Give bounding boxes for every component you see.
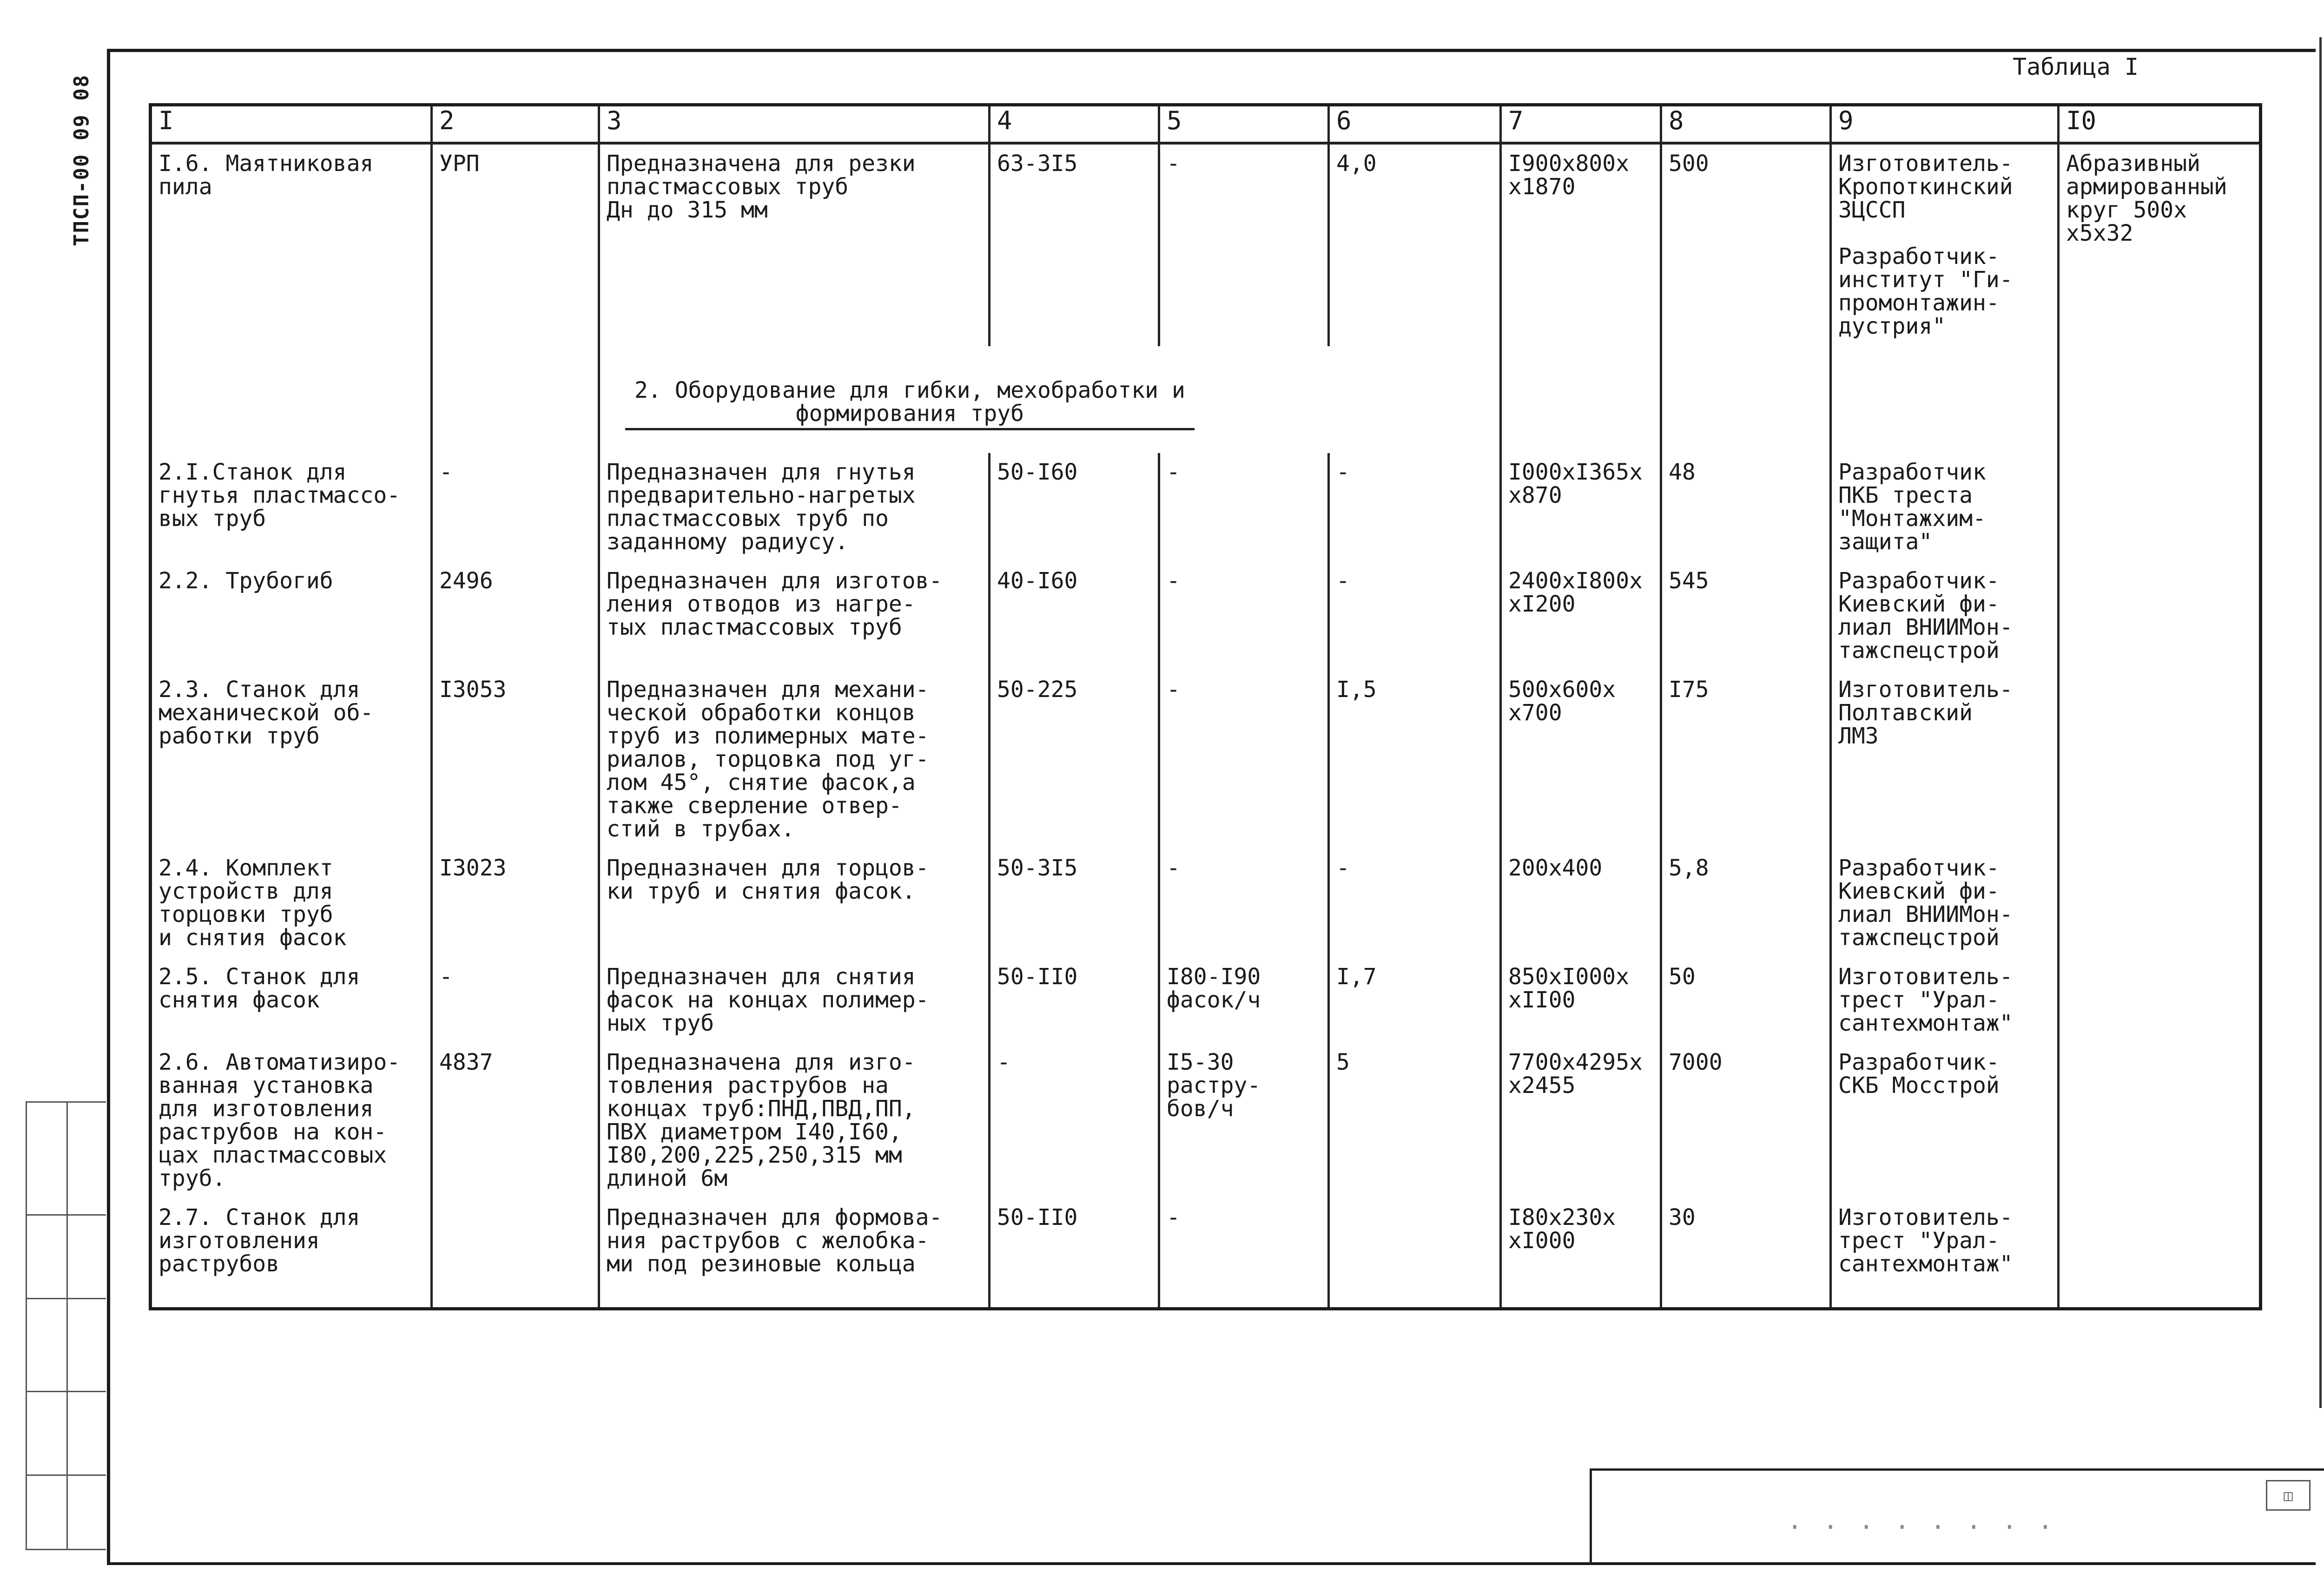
cell-code: УРП <box>432 143 599 346</box>
table-row <box>151 958 2261 1043</box>
cell-purpose: Предназначен для механи- ческой обработки концов труб из полимерных мате- риалов, торцовка под уг- лом 45°, снятие фасок,а также сверление отвер- стий в трубах. <box>599 671 990 849</box>
table-body-part2 <box>151 453 2261 1309</box>
side-strip-cell <box>27 1298 106 1299</box>
cell-code: I3053 <box>432 671 599 849</box>
cell-capacity: - <box>1159 849 1329 958</box>
cell-mass: 500 <box>1661 143 1831 346</box>
table-caption: Таблица I <box>2013 53 2139 80</box>
cell-capacity: - <box>1159 453 1329 562</box>
cell-maker: Разработчик- Киевский фи- лиал ВНИИМон- тажспецстрой <box>1831 562 2059 671</box>
cell-capacity: - <box>1159 143 1329 346</box>
cell-dimensions: I900x800x x1870 <box>1501 143 1661 346</box>
table-body-part1 <box>151 143 2261 346</box>
cell-dimensions: 2400xI800x xI200 <box>1501 562 1661 671</box>
cell-range: 50-I60 <box>990 453 1159 562</box>
cell-power: - <box>1329 849 1501 958</box>
cell-maker: Изготовитель- трест "Урал- сантехмонтаж" <box>1831 1198 2059 1309</box>
cell-purpose: Предназначен для снятия фасок на концах полимер- ных труб <box>599 958 990 1043</box>
cell-range: 50-II0 <box>990 958 1159 1043</box>
cell-code <box>432 1198 599 1309</box>
cell-name: 2.2. Трубогиб <box>151 562 432 671</box>
table-row <box>151 671 2261 849</box>
cell-code: 4837 <box>432 1043 599 1198</box>
cell-purpose: Предназначен для изготов- ления отводов из нагре- тых пластмассовых труб <box>599 562 990 671</box>
cell-maker: Изготовитель- трест "Урал- сантехмонтаж" <box>1831 958 2059 1043</box>
section-body <box>151 346 2261 453</box>
cell-dimensions: 500x600x x700 <box>1501 671 1661 849</box>
cell-range: 40-I60 <box>990 562 1159 671</box>
stamp-faded-number: · · · · · · · · <box>1787 1513 2056 1542</box>
section-heading-cell <box>599 346 1501 453</box>
cell-note <box>2059 562 2261 671</box>
section-empty-cell <box>2059 346 2261 453</box>
cell-note <box>2059 1198 2261 1309</box>
cell-code: I3023 <box>432 849 599 958</box>
col-header-7: 7 <box>1501 105 1661 144</box>
col-header-10: I0 <box>2059 105 2261 144</box>
cell-purpose: Предназначен для гнутья предварительно-нагретых пластмассовых труб по заданному радиусу. <box>599 453 990 562</box>
cell-range: 50-II0 <box>990 1198 1159 1309</box>
table-row <box>151 453 2261 562</box>
cell-name: I.6. Маятниковая пила <box>151 143 432 346</box>
cell-purpose: Предназначен для формова- ния раструбов с желобка- ми под резиновые кольца <box>599 1198 990 1309</box>
cell-note <box>2059 1043 2261 1198</box>
table-row <box>151 1043 2261 1198</box>
table-row <box>151 562 2261 671</box>
cell-purpose: Предназначена для резки пластмассовых труб Дн до 315 мм <box>599 143 990 346</box>
cell-mass: 50 <box>1661 958 1831 1043</box>
stamp-corner-mark: ◫ <box>2266 1480 2311 1511</box>
cell-note <box>2059 849 2261 958</box>
cell-purpose: Предназначен для торцов- ки труб и снятия фасок. <box>599 849 990 958</box>
cell-mass: 48 <box>1661 453 1831 562</box>
cell-name: 2.4. Комплект устройств для торцовки труб и снятия фасок <box>151 849 432 958</box>
cell-mass: I75 <box>1661 671 1831 849</box>
section-heading-row <box>151 346 2261 453</box>
cell-dimensions: I000xI365x x870 <box>1501 453 1661 562</box>
cell-code: - <box>432 958 599 1043</box>
cell-range: 63-3I5 <box>990 143 1159 346</box>
cell-name: 2.I.Станок для гнутья пластмассо- вых труб <box>151 453 432 562</box>
cell-note <box>2059 453 2261 562</box>
cell-power: I,5 <box>1329 671 1501 849</box>
cell-range: 50-3I5 <box>990 849 1159 958</box>
cell-mass: 30 <box>1661 1198 1831 1309</box>
cell-note <box>2059 671 2261 849</box>
side-strip-cell <box>27 1474 106 1476</box>
cell-dimensions: 7700x4295x x2455 <box>1501 1043 1661 1198</box>
sheet-frame-right-edge <box>2319 37 2322 1408</box>
cell-note <box>2059 958 2261 1043</box>
col-header-2: 2 <box>432 105 599 144</box>
cell-mass: 7000 <box>1661 1043 1831 1198</box>
side-stamp-strip <box>26 1101 106 1550</box>
cell-maker: Разработчик ПКБ треста "Монтажхим- защита" <box>1831 453 2059 562</box>
cell-power: 5 <box>1329 1043 1501 1198</box>
cell-note: Абразивный армированный круг 500x x5x32 <box>2059 143 2261 346</box>
cell-name: 2.6. Автоматизиро- ванная установка для изготовления раструбов на кон- цах пластмассовых труб. <box>151 1043 432 1198</box>
cell-range: 50-225 <box>990 671 1159 849</box>
cell-power: - <box>1329 453 1501 562</box>
cell-maker: Изготовитель- Полтавский ЛМЗ <box>1831 671 2059 849</box>
equipment-table <box>149 103 2262 1310</box>
cell-maker: Разработчик- СКБ Мосстрой <box>1831 1043 2059 1198</box>
side-strip-cell <box>27 1214 106 1216</box>
table-row <box>151 1198 2261 1309</box>
cell-name: 2.3. Станок для механической об- работки труб <box>151 671 432 849</box>
section-heading: 2. Оборудование для гибки, мехобработки и формирования труб <box>625 379 1195 430</box>
cell-capacity: - <box>1159 562 1329 671</box>
cell-capacity: I5-30 растру- бов/ч <box>1159 1043 1329 1198</box>
col-header-9: 9 <box>1831 105 2059 144</box>
cell-code: 2496 <box>432 562 599 671</box>
cell-purpose: Предназначена для изго- товления раструбов на концах труб:ПНД,ПВД,ПП, ПВХ диаметром I40,I60, I80,200,225,250,315 мм длиной 6м <box>599 1043 990 1198</box>
section-empty-cell <box>432 346 599 453</box>
cell-power: - <box>1329 562 1501 671</box>
cell-power: I,7 <box>1329 958 1501 1043</box>
table-row <box>151 849 2261 958</box>
section-empty-cell <box>1831 346 2059 453</box>
cell-name: 2.5. Станок для снятия фасок <box>151 958 432 1043</box>
cell-code: - <box>432 453 599 562</box>
cell-maker: Разработчик- Киевский фи- лиал ВНИИМон- тажспецстрой <box>1831 849 2059 958</box>
cell-capacity: I80-I90 фасок/ч <box>1159 958 1329 1043</box>
col-header-3: 3 <box>599 105 990 144</box>
cell-power: 4,0 <box>1329 143 1501 346</box>
cell-mass: 5,8 <box>1661 849 1831 958</box>
col-header-5: 5 <box>1159 105 1329 144</box>
col-header-4: 4 <box>990 105 1159 144</box>
cell-dimensions: I80x230x xI000 <box>1501 1198 1661 1309</box>
header-row <box>151 105 2261 144</box>
side-strip-cell <box>27 1391 106 1392</box>
cell-mass: 545 <box>1661 562 1831 671</box>
cell-dimensions: 850xI000x xII00 <box>1501 958 1661 1043</box>
cell-dimensions: 200x400 <box>1501 849 1661 958</box>
side-strip-divider <box>66 1103 68 1549</box>
title-block-stamp <box>1590 1468 2324 1564</box>
section-empty-cell <box>151 346 432 453</box>
cell-power <box>1329 1198 1501 1309</box>
cell-capacity: - <box>1159 671 1329 849</box>
document-code: ТПСП-00 09 08 <box>70 74 93 246</box>
col-header-8: 8 <box>1661 105 1831 144</box>
col-header-6: 6 <box>1329 105 1501 144</box>
cell-capacity: - <box>1159 1198 1329 1309</box>
cell-maker: Изготовитель- Кропоткинский ЗЦССП Разработчик- институт "Ги- промонтажин- дустрия" <box>1831 143 2059 346</box>
cell-name: 2.7. Станок для изготовления раструбов <box>151 1198 432 1309</box>
section-empty-cell <box>1501 346 1661 453</box>
table-row <box>151 143 2261 346</box>
cell-range: - <box>990 1043 1159 1198</box>
col-header-1: I <box>151 105 432 144</box>
section-empty-cell <box>1661 346 1831 453</box>
